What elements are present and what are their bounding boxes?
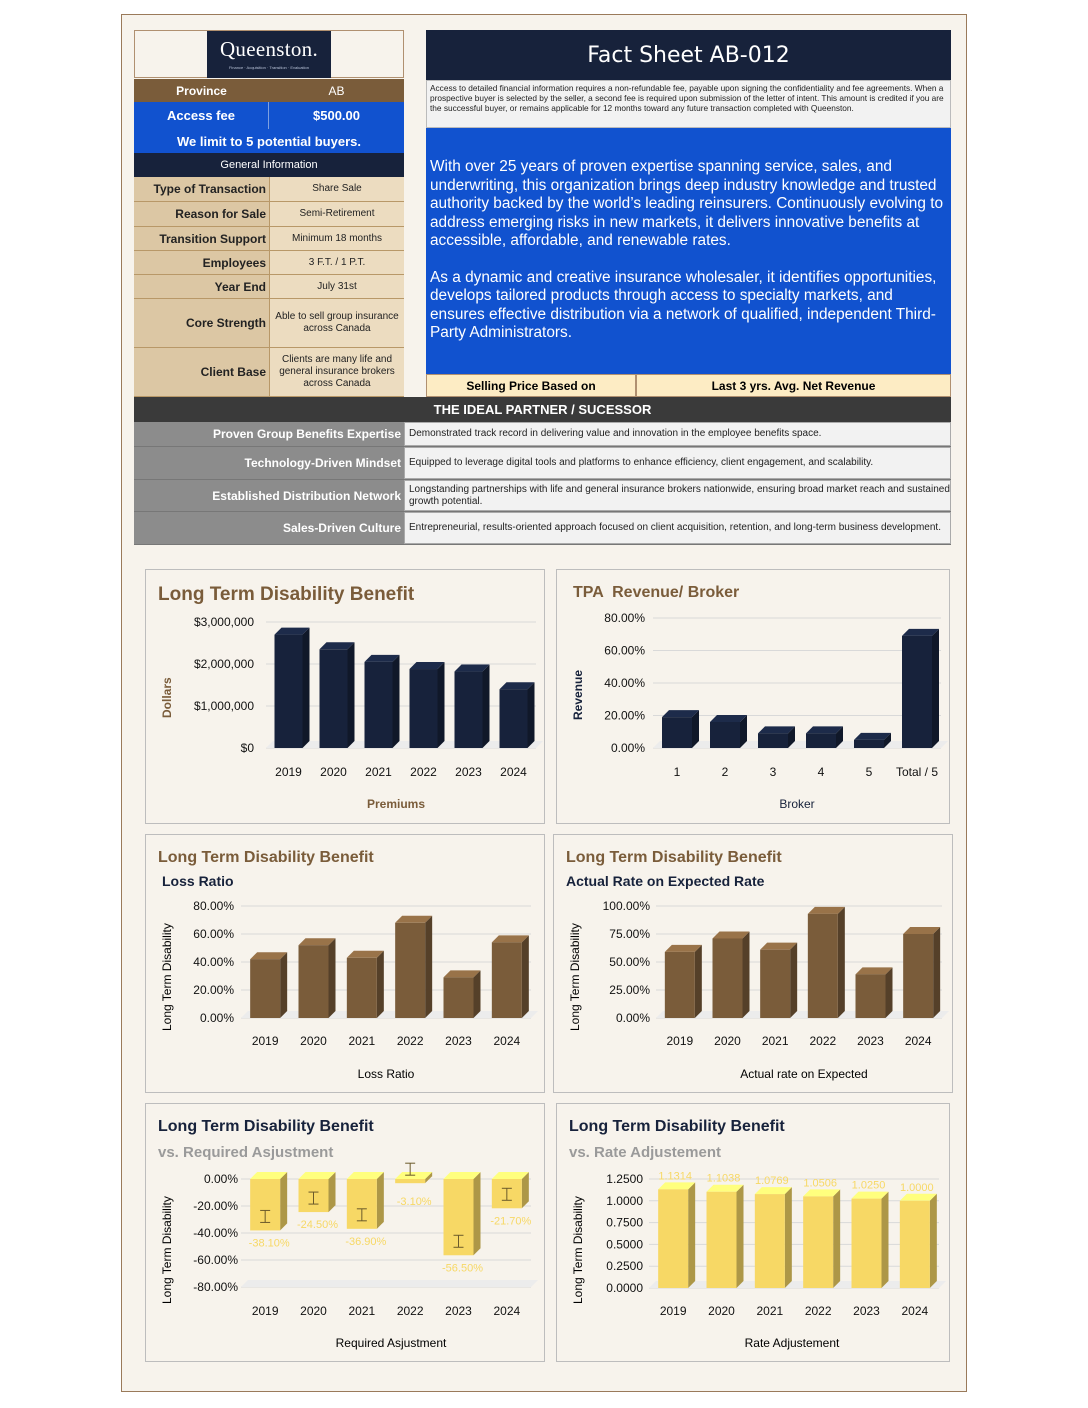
x-tick-label: 2022: [396, 1304, 424, 1318]
bar: [806, 726, 843, 748]
bar: [395, 1163, 432, 1183]
x-tick-label: 2021: [761, 1034, 789, 1048]
bar: [492, 935, 529, 1018]
x-tick-label: 2023: [853, 1304, 880, 1318]
x-tick-label: 2020: [300, 1304, 327, 1318]
bar-side: [377, 951, 384, 1018]
x-tick-label: 2019: [251, 1304, 279, 1318]
x-tick-label: 2024: [901, 1304, 929, 1318]
y-tick-label: 75.00%: [609, 927, 650, 941]
info-row-year-end: [134, 275, 404, 299]
x-tick-label: 2021: [348, 1304, 376, 1318]
y-tick-label: 0.00%: [199, 1011, 234, 1025]
province-label: Province: [176, 83, 227, 98]
bar-front: [903, 934, 933, 1018]
bar: [852, 1192, 889, 1288]
chart-required-adjustment: [145, 1103, 545, 1362]
x-axis-label: Actual rate on Expected: [740, 1067, 868, 1081]
data-label: -36.90%: [345, 1235, 387, 1248]
bar-front: [395, 1179, 425, 1183]
info-value: Clients are many life and general insurance brokers across Canada: [269, 348, 404, 396]
bar: [803, 1189, 840, 1288]
chart-subtitle: Actual Rate on Expected Rate: [566, 873, 765, 889]
x-axis-label: Required Asjustment: [335, 1336, 447, 1350]
y-tick-label: -40.00%: [193, 1226, 238, 1240]
bar-side: [833, 1189, 840, 1288]
x-tick-label: 2022: [410, 765, 437, 779]
ideal-label: Established Distribution Network: [134, 480, 404, 511]
bar-front: [900, 1201, 930, 1288]
bar: [299, 938, 336, 1018]
bar: [760, 943, 797, 1018]
bar-side: [737, 1185, 744, 1288]
ideal-row-sales: [134, 512, 951, 545]
chart-actual-rate: [553, 834, 953, 1093]
info-label: Core Strength: [185, 316, 266, 330]
bar: [707, 1185, 744, 1288]
bar: [854, 733, 891, 748]
page-title: Fact Sheet AB-012: [426, 30, 951, 80]
bar-front: [455, 672, 483, 748]
data-label: 1.0000: [900, 1181, 934, 1194]
chart-svg: [554, 835, 954, 1094]
description-paragraph: With over 25 years of proven expertise spanning service, sales, and underwriting, this organization brings deep industry knowledge and trusted authority backed by the world’s leading reinsurers. Continuously evolving to address emerging risks in new markets, it delivers innovative benefits at accessible, affordable, and renewable rates.: [430, 158, 944, 249]
y-tick-label: 0.00%: [610, 741, 645, 755]
bar-side: [425, 916, 432, 1018]
bar: [902, 629, 939, 748]
y-tick-label: 40.00%: [193, 955, 234, 969]
data-label: -56.50%: [442, 1262, 483, 1275]
y-tick-label: 0.00%: [615, 1011, 650, 1025]
info-row-employees: [134, 251, 404, 275]
y-tick-label: -20.00%: [193, 1199, 238, 1213]
info-row-reason: [134, 202, 404, 227]
x-tick-label: 2019: [275, 765, 302, 779]
bar-front: [854, 740, 884, 748]
bar-front: [758, 733, 788, 748]
province-value: AB: [328, 83, 345, 98]
y-tick-label: -80.00%: [193, 1280, 238, 1294]
general-info-header: General Information: [134, 153, 404, 177]
bar-front: [806, 733, 836, 748]
bar-front: [347, 1179, 377, 1229]
data-label: -38.10%: [248, 1237, 290, 1250]
y-axis-label: Long Term Disability: [160, 923, 174, 1031]
x-tick-label: 2021: [756, 1304, 784, 1318]
bar-front: [365, 662, 393, 748]
info-label: Year End: [214, 279, 266, 294]
x-axis-label: Loss Ratio: [357, 1067, 415, 1081]
access-fee-row: [134, 102, 404, 129]
y-tick-label: $3,000,000: [193, 615, 254, 629]
y-tick-label: 0.2500: [606, 1259, 643, 1274]
x-tick-label: 2: [721, 765, 729, 779]
chart-svg: [557, 570, 951, 825]
info-label: Transition Support: [159, 231, 266, 246]
y-tick-label: 50.00%: [609, 955, 650, 969]
ideal-label: Proven Group Benefits Expertise: [134, 422, 404, 446]
bar-side: [303, 628, 310, 748]
chart-loss-ratio: [145, 834, 545, 1093]
x-tick-label: 2020: [714, 1034, 741, 1048]
x-tick-label: 3: [769, 765, 777, 779]
access-fee-value: $500.00: [313, 108, 360, 123]
info-value: July 31st: [269, 275, 404, 298]
chart-svg: [146, 570, 546, 825]
bar-side: [695, 945, 702, 1018]
description-paragraph: As a dynamic and creative insurance wholesaler, it identifies opportunities, develops tailored products through access to specialty markets, and ensures effective distribution via a network of qualified, independent Third-Party Administrators.: [430, 268, 937, 341]
x-tick-label: 2019: [666, 1034, 694, 1048]
bar-side: [838, 907, 845, 1018]
bar-front: [347, 958, 377, 1018]
chart-tpa-revenue: [556, 569, 950, 824]
bar-side: [886, 967, 893, 1018]
bar-front: [275, 635, 303, 748]
bar-side: [348, 642, 355, 748]
x-tick-label: 5: [865, 765, 873, 779]
bar-front: [760, 950, 790, 1018]
bar-side: [280, 952, 287, 1018]
bar: [299, 1172, 336, 1212]
ideal-value: Entrepreneurial, results-oriented approach focused on client acquisition, retention, and long-term business development.: [404, 512, 951, 544]
bar: [755, 1187, 792, 1288]
bar-front: [665, 952, 695, 1018]
bar-side: [688, 1182, 695, 1288]
bar-side: [438, 662, 445, 748]
chart-svg: [146, 1104, 546, 1363]
bar-side: [930, 1194, 937, 1288]
bar-side: [483, 665, 490, 748]
y-tick-label: 60.00%: [193, 927, 234, 941]
x-tick-label: 2022: [396, 1034, 424, 1048]
bar-front: [410, 669, 438, 748]
bar-front: [500, 689, 528, 748]
bar: [275, 628, 310, 748]
data-label: 1.0769: [755, 1175, 789, 1188]
chart-subtitle: Loss Ratio: [162, 873, 234, 889]
bar-side: [790, 943, 797, 1018]
bar: [395, 916, 432, 1018]
info-row-client-base: [134, 348, 404, 397]
bar-front: [755, 1194, 785, 1288]
chart-rate-adjustment: [556, 1103, 950, 1362]
info-value: Semi-Retirement: [269, 202, 404, 226]
bar-front: [902, 636, 932, 748]
ideal-partner-header: THE IDEAL PARTNER / SUCESSOR: [134, 397, 951, 422]
ideal-value: Equipped to leverage digital tools and platforms to enhance efficiency, client engagement, and scalability.: [404, 447, 951, 479]
y-tick-label: 1.2500: [606, 1172, 643, 1186]
x-tick-label: 2019: [251, 1034, 279, 1048]
bar-side: [280, 1172, 287, 1230]
y-axis-label: Revenue: [571, 669, 585, 720]
data-label: 1.0250: [851, 1179, 886, 1192]
bar: [492, 1172, 529, 1208]
chart-premiums: [145, 569, 545, 824]
bar: [903, 927, 940, 1018]
y-tick-label: 80.00%: [193, 899, 234, 913]
x-tick-label: 2021: [348, 1034, 376, 1048]
x-tick-label: 2020: [320, 765, 347, 779]
bar-front: [492, 942, 522, 1018]
ideal-row-distribution: [134, 480, 951, 512]
chart-title: Long Term Disability Benefit: [158, 849, 374, 866]
bar-side: [933, 927, 940, 1018]
bar-front: [395, 923, 425, 1018]
y-axis-label: Dollars: [160, 677, 174, 718]
data-label: 1.1314: [658, 1170, 692, 1183]
y-tick-label: $2,000,000: [193, 657, 254, 671]
ideal-label: Technology-Driven Mindset: [134, 447, 404, 479]
chart-title: Long Term Disability Benefit: [158, 584, 415, 605]
x-axis-label: Rate Adjustement: [744, 1336, 840, 1350]
logo-name: Queenston.: [219, 37, 319, 61]
queenston-logo: [207, 31, 331, 78]
bar: [347, 951, 384, 1018]
bar-front: [444, 977, 474, 1018]
x-tick-label: 2024: [493, 1034, 521, 1048]
bar: [444, 970, 481, 1018]
access-fee-label: Access fee: [134, 102, 269, 129]
logo-tagline: Finance · Acquisition · Transition · Evaluation: [228, 65, 310, 70]
y-tick-label: 25.00%: [609, 983, 650, 997]
bar-side: [393, 655, 400, 748]
bar-side: [377, 1172, 384, 1229]
bar: [500, 682, 535, 748]
bar-front: [803, 1196, 833, 1288]
data-label: 1.1038: [706, 1172, 741, 1185]
data-label: -3.10%: [396, 1196, 432, 1209]
bar: [856, 967, 893, 1018]
y-tick-label: $1,000,000: [193, 699, 254, 713]
buyer-limit: We limit to 5 potential buyers.: [134, 129, 404, 153]
ideal-label: Sales-Driven Culture: [134, 512, 404, 544]
y-tick-label: 20.00%: [193, 983, 234, 997]
y-tick-label: 0.7500: [606, 1215, 643, 1230]
info-label: Employees: [202, 255, 266, 270]
ideal-row-technology: [134, 447, 951, 480]
bar: [320, 642, 355, 748]
x-tick-label: Total / 5: [895, 765, 939, 779]
x-tick-label: 2023: [455, 765, 482, 779]
x-tick-label: 2020: [708, 1304, 735, 1318]
info-row-core-strength: [134, 299, 404, 348]
bar: [444, 1172, 481, 1255]
x-tick-label: 4: [817, 765, 825, 779]
selling-price-label: Selling Price Based on: [426, 374, 636, 397]
ideal-value: Demonstrated track record in delivering value and innovation in the employee benefits space.: [404, 422, 951, 446]
bar: [250, 952, 287, 1018]
x-axis-label: Premiums: [366, 797, 426, 811]
x-tick-label: 2023: [857, 1034, 884, 1048]
chart-svg: [146, 835, 546, 1094]
data-label: 1.0506: [803, 1177, 837, 1190]
info-value: Minimum 18 months: [269, 227, 404, 250]
y-tick-label: 0.00%: [203, 1172, 238, 1186]
bar-side: [743, 931, 750, 1018]
bar: [455, 665, 490, 748]
bar: [662, 710, 699, 748]
chart-svg: [557, 1104, 951, 1363]
info-label: Type of Transaction: [153, 182, 266, 196]
data-label: -24.50%: [297, 1219, 338, 1232]
y-tick-label: 0.0000: [606, 1281, 643, 1295]
fee-note: Access to detailed financial information requires a non-refundable fee, payable upon signing the confidentiality and fee agreements. When a prospective buyer is selected by the seller, a second fee is required upon submission of the letter of intent. This amount is credited if you are the successful buyer, or remains applicable for 12 months toward any future transaction completed with Queenston.: [426, 80, 951, 128]
bar-front: [852, 1199, 882, 1288]
bar-front: [710, 722, 740, 748]
bar-front: [713, 938, 743, 1018]
y-tick-label: -60.00%: [193, 1253, 238, 1267]
bar: [410, 662, 445, 748]
bar-front: [856, 974, 886, 1018]
chart-title: Long Term Disability Benefit: [566, 849, 782, 866]
selling-price-row: [426, 374, 951, 397]
y-tick-label: 1.0000: [606, 1193, 643, 1208]
bar: [365, 655, 400, 748]
bar: [900, 1194, 937, 1288]
x-axis-label: Broker: [779, 797, 815, 811]
description-box: [426, 128, 951, 374]
chart-subtitle: vs. Required Asjustment: [158, 1144, 334, 1161]
bar-front: [658, 1189, 688, 1288]
x-tick-label: 2019: [659, 1304, 687, 1318]
ideal-value: Longstanding partnerships with life and general insurance brokers nationwide, ensuring broad market reach and sustained growth potential.: [404, 480, 951, 511]
bar: [347, 1172, 384, 1229]
y-tick-label: 100.00%: [602, 899, 650, 913]
bar: [658, 1182, 695, 1288]
x-tick-label: 2021: [365, 765, 392, 779]
chart-title: Long Term Disability Benefit: [569, 1118, 785, 1135]
bar-front: [250, 959, 280, 1018]
bar-side: [882, 1192, 889, 1288]
bar-front: [662, 717, 692, 748]
x-tick-label: 2023: [445, 1034, 472, 1048]
y-tick-label: 60.00%: [604, 643, 645, 658]
bar-side: [522, 935, 529, 1018]
bar: [665, 945, 702, 1018]
x-tick-label: 2022: [809, 1034, 837, 1048]
info-row-type: [134, 177, 404, 202]
chart-floor: [241, 1280, 538, 1287]
chart-title: TPA Revenue/ Broker: [573, 584, 740, 601]
x-tick-label: 2024: [493, 1304, 521, 1318]
bar: [710, 715, 747, 748]
bar: [758, 726, 795, 748]
selling-price-value: Last 3 yrs. Avg. Net Revenue: [636, 374, 951, 397]
bar: [808, 907, 845, 1018]
bar: [713, 931, 750, 1018]
info-row-transition: [134, 227, 404, 251]
info-label: Reason for Sale: [175, 207, 266, 221]
bar-side: [474, 1172, 481, 1255]
y-tick-label: 80.00%: [604, 611, 645, 625]
x-tick-label: 2023: [445, 1304, 472, 1318]
bar-front: [299, 945, 329, 1018]
bar-front: [808, 914, 838, 1018]
info-value: Able to sell group insurance across Canada: [269, 299, 404, 347]
x-tick-label: 2024: [904, 1034, 932, 1048]
bar-side: [329, 1172, 336, 1212]
bar-side: [785, 1187, 792, 1288]
y-tick-label: $0: [240, 741, 254, 755]
y-tick-label: 20.00%: [604, 708, 645, 723]
ideal-row-expertise: [134, 422, 951, 447]
bar-side: [329, 938, 336, 1018]
info-value: Share Sale: [269, 177, 404, 201]
province-row: [134, 79, 404, 102]
info-value: 3 F.T. / 1 P.T.: [269, 251, 404, 274]
bar-side: [932, 629, 939, 748]
data-label: -21.70%: [490, 1215, 532, 1228]
chart-title: Long Term Disability Benefit: [158, 1118, 374, 1135]
y-tick-label: 40.00%: [604, 676, 645, 690]
bar-front: [320, 649, 348, 748]
y-tick-label: 0.5000: [606, 1237, 643, 1252]
chart-subtitle: vs. Rate Adjustement: [569, 1144, 721, 1161]
x-tick-label: 2024: [500, 765, 527, 779]
y-axis-label: Long Term Disability: [568, 923, 582, 1031]
x-tick-label: 2020: [300, 1034, 327, 1048]
bar-side: [528, 682, 535, 748]
bar-side: [474, 970, 481, 1018]
info-label: Client Base: [200, 365, 266, 379]
bar: [250, 1172, 287, 1230]
x-tick-label: 2022: [804, 1304, 832, 1318]
bar-front: [707, 1192, 737, 1288]
x-tick-label: 1: [673, 765, 681, 779]
y-axis-label: Long Term Disability: [160, 1196, 174, 1304]
y-axis-label: Long Term Disability: [571, 1196, 585, 1304]
